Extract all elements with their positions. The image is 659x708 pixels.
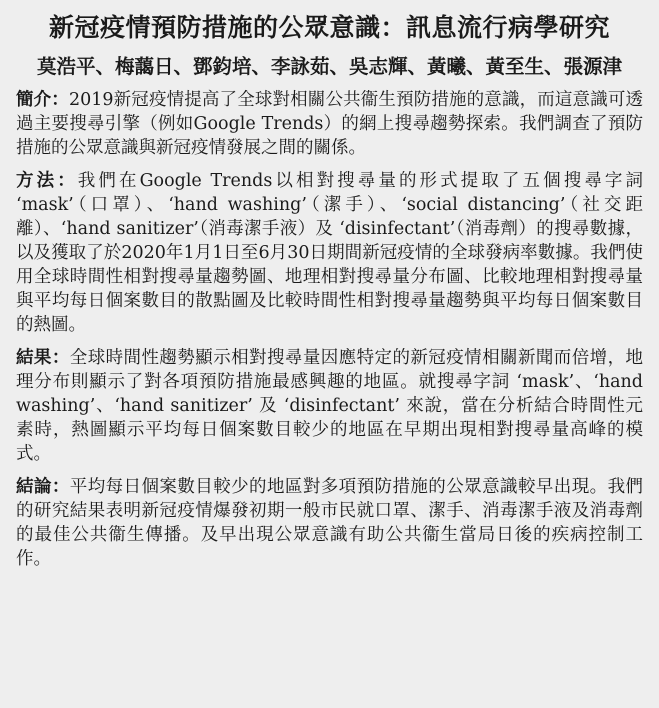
section-label-introduction: 簡介： [16,90,69,110]
section-text-results: 全球時間性趨勢顯示相對搜尋量因應特定的新冠疫情相關新聞而倍增，地理分布則顯示了對各項預防措施最感興趣的地區。就搜尋字詞 ‘mask’、‘hand washing’、‘hand sanitizer’ 及 ‘disinfectant’ 來說，當在分析結合時間性元素時，熱圖顯示平均每日個案數目較少的地區在早期出現相對搜尋量高峰的模式。 [16,348,643,464]
section-label-methods: 方法： [16,171,78,191]
section-methods [16,169,643,337]
section-text-methods: 我們在Google Trends以相對搜尋量的形式提取了五個搜尋字詞 ‘mask’（口罩）、‘hand washing’（潔手）、‘social distancing’（社交距離）、‘hand sanitizer’（消毒潔手液）及 ‘disinfectant’（消毒劑）的搜尋數據，以及獲取了於2020年1月1日至6月30日期間新冠疫情的全球發病率數據。我們使用全球時間性相對搜尋量趨勢圖、地理相對搜尋量分布圖、比較地理相對搜尋量與平均每日個案數目的散點圖及比較時間性相對搜尋量趨勢與平均每日個案數目的熱圖。 [16,171,644,335]
section-label-conclusion: 結論： [16,477,70,497]
section-conclusion [16,475,643,571]
paper-title: 新冠疫情預防措施的公眾意識：訊息流行病學研究 [48,13,610,42]
section-introduction [16,88,643,160]
section-text-conclusion: 平均每日個案數目較少的地區對多項預防措施的公眾意識較早出現。我們的研究結果表明新冠疫情爆發初期一般市民就口罩、潔手、消毒潔手液及消毒劑的最佳公共衞生傳播。及早出現公眾意識有助公共衞生當局日後的疾病控制工作。 [16,477,643,569]
section-label-results: 結果： [16,348,70,368]
section-results [16,346,643,466]
section-text-introduction: 2019新冠疫情提高了全球對相關公共衞生預防措施的意識，而這意識可透過主要搜尋引擎（例如Google Trends）的網上搜尋趨勢探索。我們調查了預防措施的公眾意識與新冠疫情發展之間的關係。 [16,90,643,158]
author-list: 莫浩平、梅藹日、鄧鈞培、李詠茹、吳志輝、黃曦、黃至生、張源津 [36,55,622,78]
